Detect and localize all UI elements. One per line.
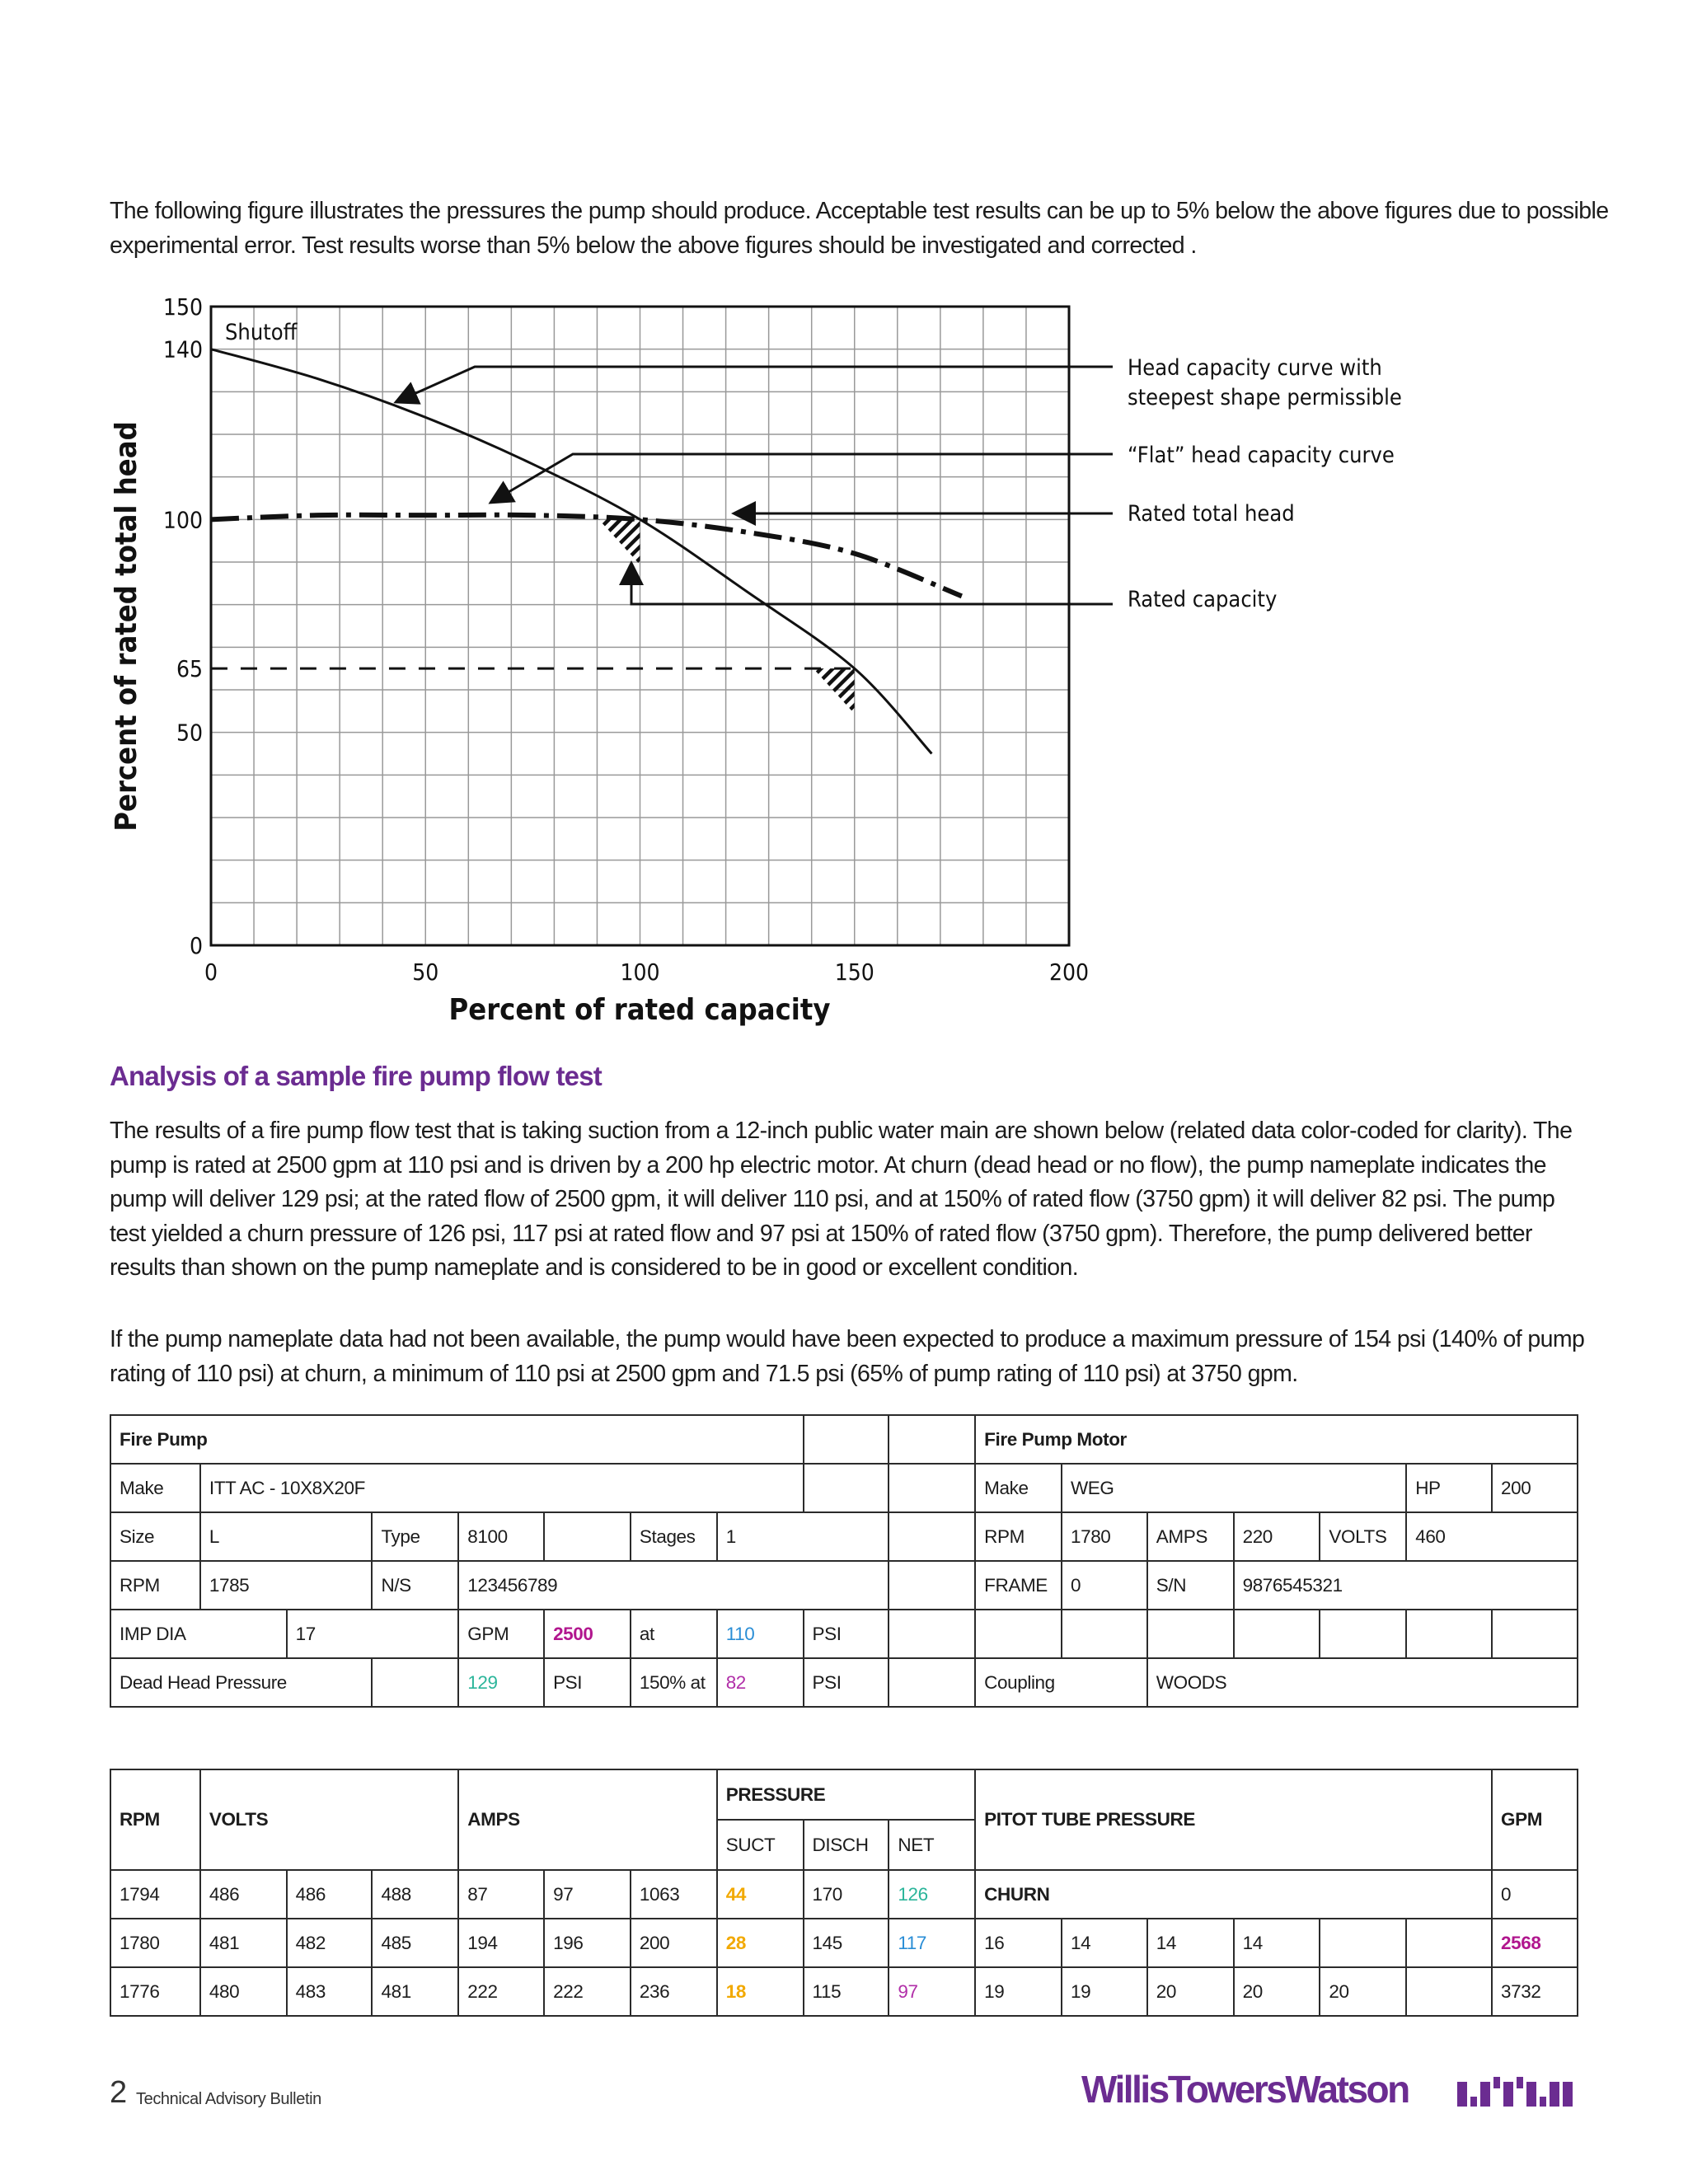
fire-pump-table [110,1414,1578,1708]
y-axis-label: Percent of rated total head [110,421,143,832]
flat-curve-label: “Flat” head capacity curve [1128,443,1395,468]
x-tick-label: 100 [620,958,660,986]
table-row: RPM VOLTS AMPS PRESSURE PITOT TUBE PRESSURE GPM [110,1769,1578,1820]
motor-frame: 0 [1062,1561,1147,1610]
table-row: 1794 486 486 488 87 97 1063 44 170 126 CHURN 0 [110,1870,1578,1919]
motor-volts: 460 [1406,1512,1578,1561]
table-row: Dead Head Pressure 129 PSI 150% at 82 PSI Coupling WOODS [110,1658,1578,1707]
x-tick-label: 50 [412,958,439,986]
rated-head-label: Rated total head [1128,501,1295,527]
callout-arrows [396,367,1113,604]
chart-grid [211,307,1069,945]
hatch-triangle [599,519,640,565]
y-tick-label: 65 [176,655,203,683]
motor-hp: 200 [1492,1464,1578,1512]
motor-sn: 9876545321 [1234,1561,1578,1610]
pump-type: 8100 [458,1512,544,1561]
table-row: SUCT DISCH NET [110,1820,1578,1870]
impeller-diameter: 17 [287,1610,459,1658]
table-row: Make ITT AC - 10X8X20F Make WEG HP 200 [110,1464,1578,1512]
brand-logo-text: WillisTowersWatson [1081,2068,1409,2111]
flow-test-table [110,1769,1578,2017]
rated-capacity-arrow [631,563,1113,604]
rated-psi: 110 [717,1610,804,1658]
x-tick-label: 150 [834,958,874,986]
rated-gpm: 2500 [544,1610,631,1658]
section-heading: Analysis of a sample fire pump flow test [110,1061,602,1091]
y-tick-label: 50 [176,719,203,747]
head-capacity-chart [99,293,1434,1034]
fire-pump-header: Fire Pump [110,1415,804,1464]
brand-logo-icon [1457,2077,1581,2107]
flat-curve-arrow [490,454,1113,503]
steep-label-line2: steepest shape permissible [1128,385,1402,410]
hatch-triangle [814,668,855,714]
series-line-2 [211,515,962,597]
dead-head-psi: 129 [458,1658,544,1707]
pump-stages: 1 [717,1512,889,1561]
steep-curve-arrow [396,367,1113,402]
intro-paragraph: The following figure illustrates the pressures the pump should produce. Acceptable test results can be up to 5% below the above figures due to possible experimental error. Test results worse than 5% below the above figures should be investigated and corrected . [110,198,1609,259]
analysis-paragraph-1: The results of a fire pump flow test that is taking suction from a 12-inch public water main are shown below (related data color-coded for clarity). The pump is rated at 2500 gpm at 110 psi and is driven by a 200 hp electric motor. At churn (dead head or no flow), the pump nameplate indicates the pump will deliver 129 psi; at the rated flow of 2500 gpm, it will deliver 110 psi, and at 150% of rated flow (3750 gpm) it will deliver 82 psi. The pump test yielded a churn pressure of 126 psi, 117 psi at rated flow and 97 psi at 150% of rated flow (3750 gpm). Therefore, the pump delivered better results than shown on the pump nameplate and is considered to be in good or excellent condition. [110,1118,1573,1281]
steep-label-line1: Head capacity curve with [1128,355,1382,381]
table-row: IMP DIA 17 GPM 2500 at 110 PSI [110,1610,1578,1658]
axis-ticks [163,293,1089,986]
table-row: Size L Type 8100 Stages 1 RPM 1780 AMPS 220 VOLTS 460 [110,1512,1578,1561]
y-tick-label: 150 [162,293,203,321]
page-number: 2 [110,2075,128,2110]
x-tick-label: 0 [204,958,218,986]
y-tick-label: 100 [162,506,203,534]
y-tick-label: 0 [189,932,203,959]
table-row: RPM 1785 N/S 123456789 FRAME 0 S/N 9876545321 [110,1561,1578,1610]
pump-size: L [200,1512,373,1561]
y-tick-label: 140 [162,335,203,363]
pump-make: ITT AC - 10X8X20F [200,1464,804,1512]
x-tick-label: 200 [1048,958,1090,986]
motor-make: WEG [1062,1464,1406,1512]
series-line-1 [211,349,931,754]
shutoff-label: Shutoff [225,320,298,345]
motor-amps: 220 [1234,1512,1320,1561]
coupling: WOODS [1147,1658,1578,1707]
motor-rpm: 1780 [1062,1512,1147,1561]
psi-at-150: 82 [717,1658,804,1707]
fire-pump-motor-header: Fire Pump Motor [975,1415,1578,1464]
table-row: 1780 481 482 485 194 196 200 28 145 117 16 14 14 14 2568 [110,1919,1578,1967]
table-row: 1776 480 483 481 222 222 236 18 115 97 19 19 20 20 20 3732 [110,1967,1578,2016]
rated-capacity-label: Rated capacity [1128,587,1278,612]
analysis-paragraph-2: If the pump nameplate data had not been available, the pump would have been expected to produce a maximum pressure of 154 psi (140% of pump rating of 110 psi) at churn, a minimum of 110 psi at 2500 gpm and 71.5 psi (65% of pump rating of 110 psi) at 3750 gpm. [110,1326,1585,1387]
footer-title: Technical Advisory Bulletin [136,2090,321,2108]
pump-rpm: 1785 [200,1561,373,1610]
tolerance-hatches [599,519,855,714]
x-axis-label: Percent of rated capacity [448,993,831,1027]
table-row [110,1415,1578,1464]
pump-ns: 123456789 [458,1561,889,1610]
